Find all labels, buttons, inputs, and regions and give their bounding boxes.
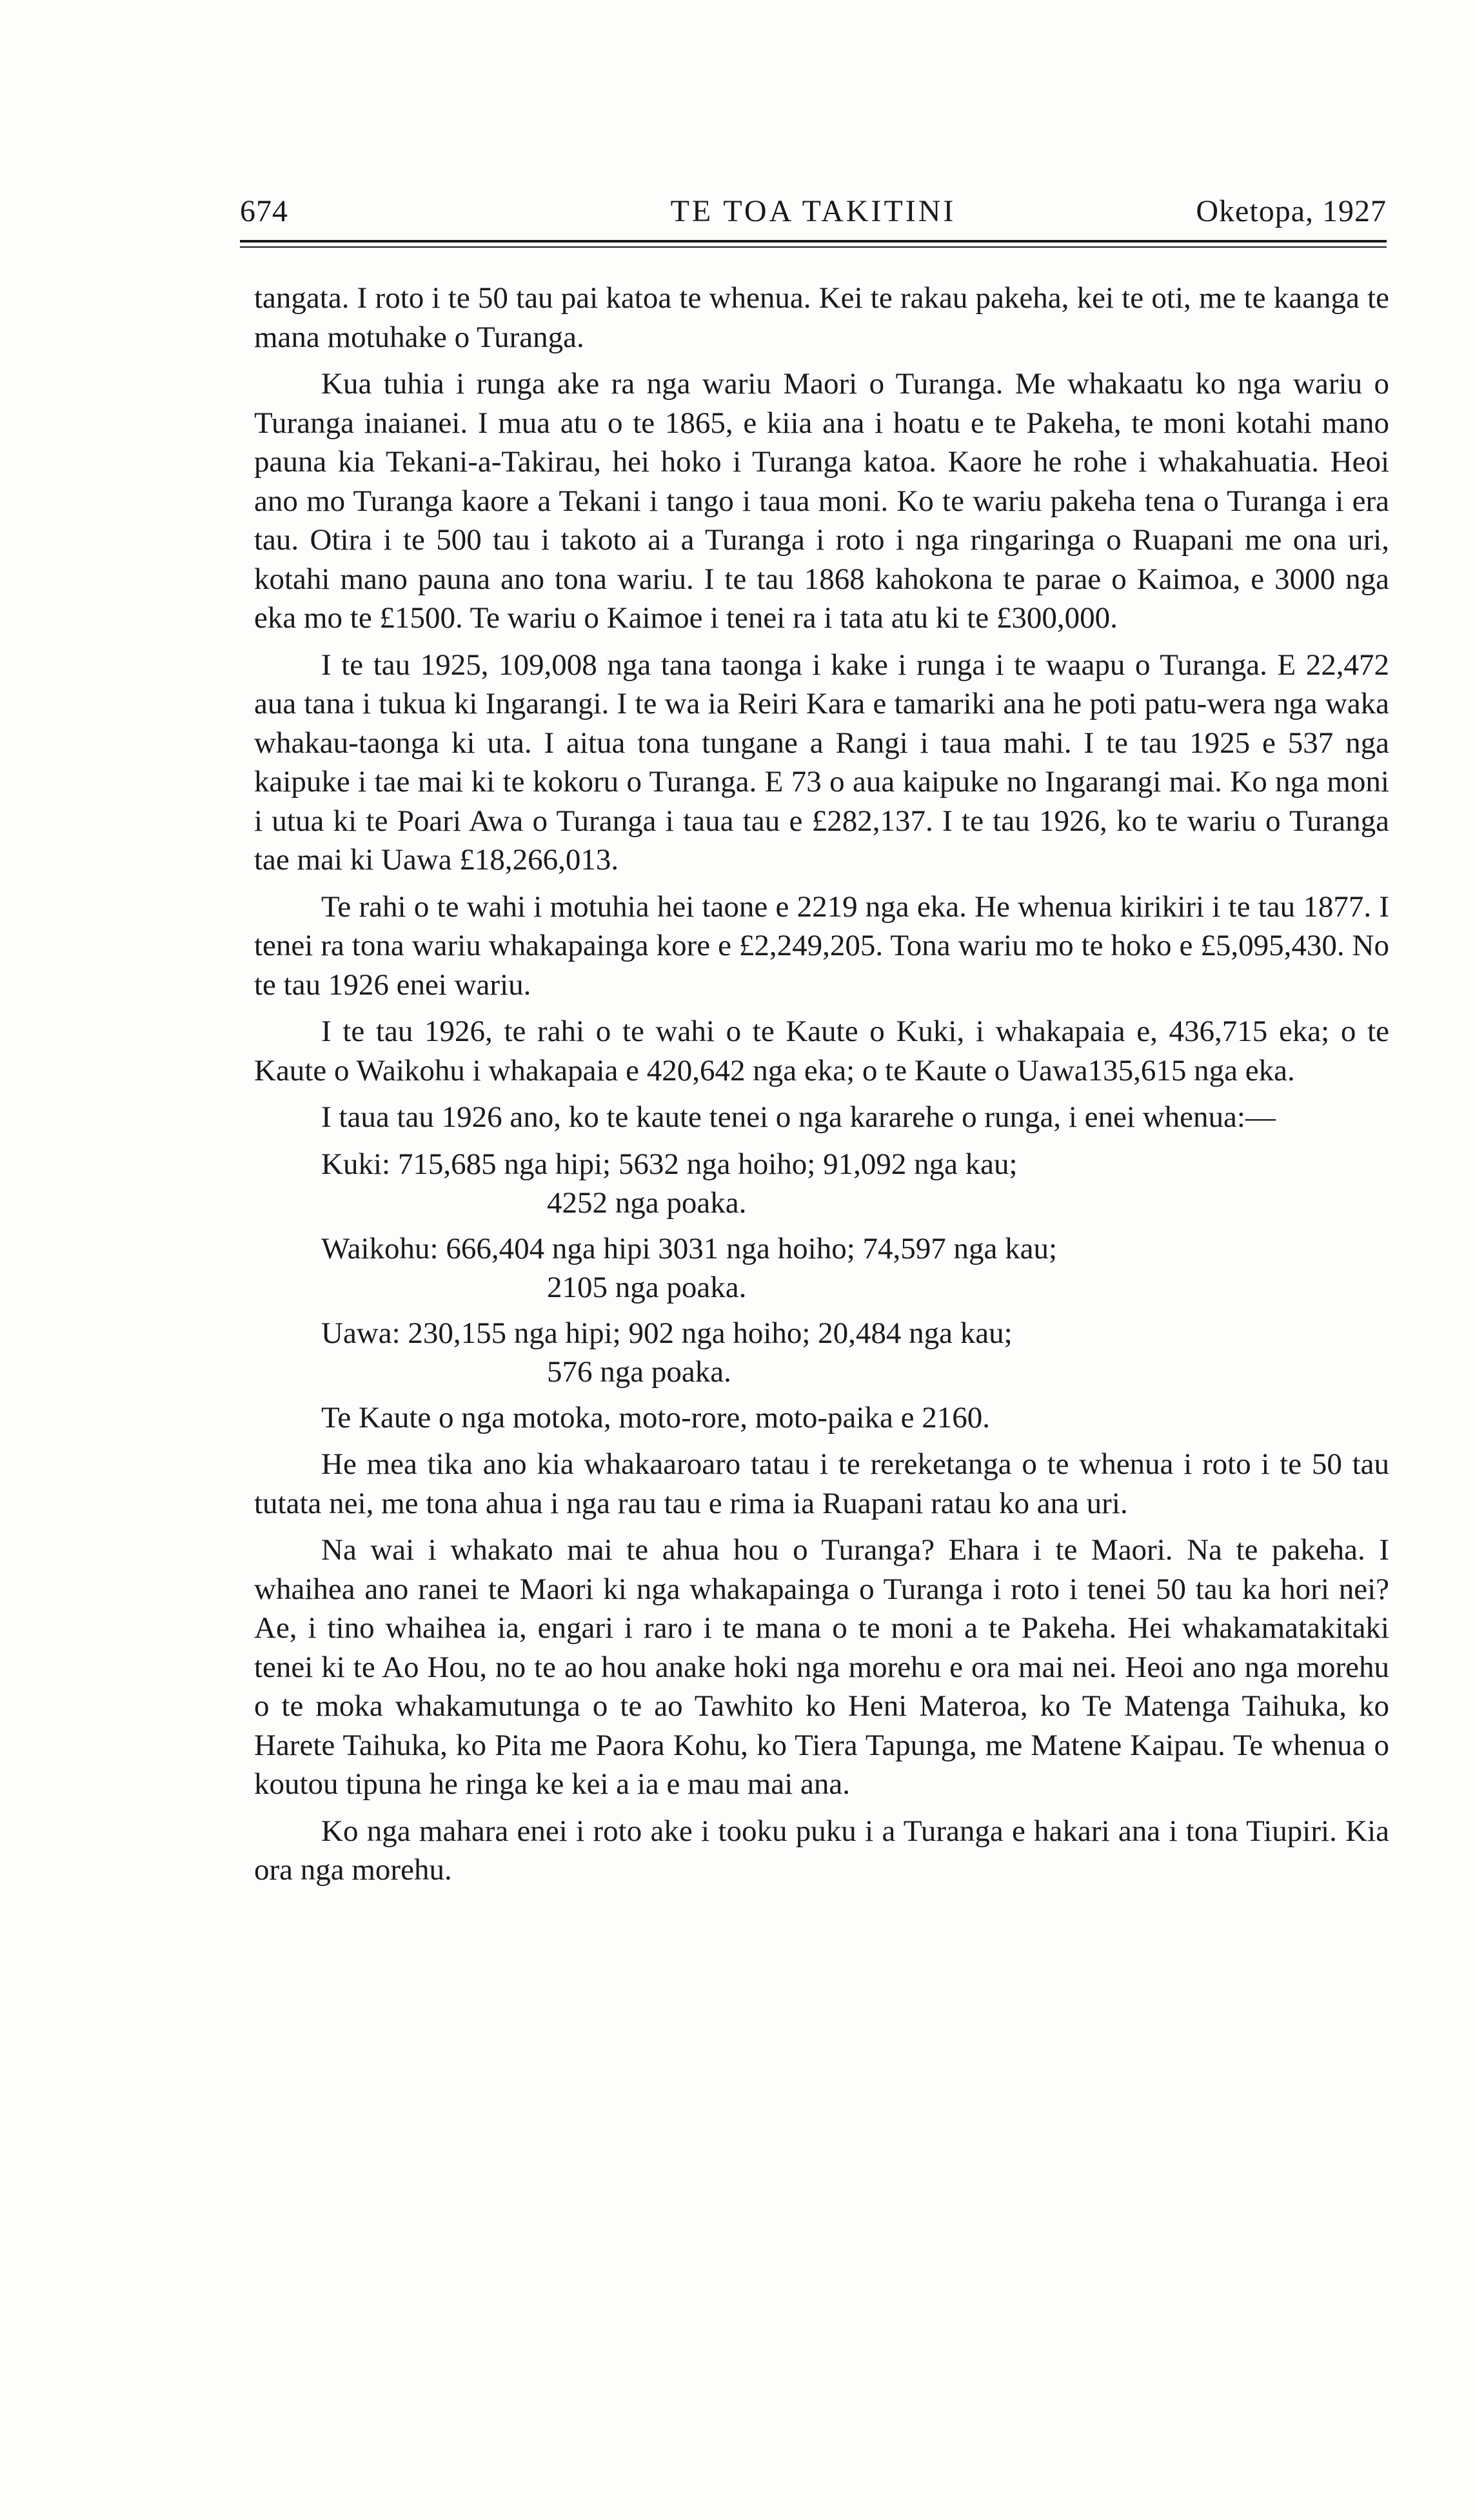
- running-header: [240, 193, 1387, 239]
- header-rule-thick: [240, 240, 1387, 243]
- paragraph: tangata. I roto i te 50 tau pai katoa te whenua. Kei te rakau pakeha, kei te oti, me te kaanga te mana motuhake o Turanga.: [254, 281, 1389, 354]
- county-name: Waikohu:: [321, 1231, 439, 1265]
- journal-title: TE TOA TAKITINI: [670, 194, 956, 228]
- county-name: Kuki:: [321, 1147, 391, 1181]
- paragraph: Ko nga mahara enei i roto ake i tooku puku i a Turanga e hakari ana i tona Tiupiri. Kia ora nga morehu.: [254, 1814, 1389, 1887]
- livestock-counts-cont: 576 nga poaka.: [547, 1355, 731, 1389]
- livestock-entry: [321, 1229, 1389, 1307]
- county-name: Uawa:: [321, 1316, 401, 1350]
- issue-date: Oketopa, 1927: [1196, 194, 1387, 228]
- paragraph: Na wai i whakato mai te ahua hou o Turanga? Ehara i te Maori. Na te pakeha. I whaihea ano ranei te Maori ki nga whakapainga o Turanga i roto i tenei 50 tau ka hori nei? Ae, i tino whaihea ia, engari i raro i te mana o te moni a te Pakeha. Hei whakamatakitaki tenei ki te Ao Hou, no te ao hou anake hoki nga morehu e ora mai nei. Heoi ano nga morehu o te moka whakamutunga o te ao Tawhito ko Heni Materoa, ko Te Matenga Taihuka, ko Harete Taihuka, ko Pita me Paora Kohu, ko Tiera Tapunga, me Matene Kaipau. Te whenua o koutou tipuna he ringa ke kei a ia e mau mai ana.: [254, 1533, 1389, 1801]
- livestock-list: [321, 1145, 1389, 1392]
- paragraph: I taua tau 1926 ano, ko te kaute tenei o nga kararehe o runga, i enei whenua:—: [321, 1100, 1276, 1134]
- paragraph: Kua tuhia i runga ake ra nga wariu Maori o Turanga. Me whakaatu ko nga wariu o Turanga inaianei. I mua atu o te 1865, e kiia ana i hoatu e te Pakeha, te moni kotahi mano pauna kia Tekani-a-Takirau, hei hoko i Turanga katoa. Kaore he rohe i whakahuatia. Heoi ano mo Turanga kaore a Tekani i tango i taua moni. Ko te wariu pakeha tena o Turanga i era tau. Otira i te 500 tau i takoto ai a Turanga i roto i nga ringaringa o Ruapani me ona uri, kotahi mano pauna ano tona wariu. I te tau 1868 kahokona te parae o Kaimoa, e 3000 nga eka mo te £1500. Te wariu o Kaimoe i tenei ra i tata atu ki te £300,000.: [254, 367, 1389, 635]
- livestock-entry: [321, 1145, 1389, 1223]
- paragraph: I te tau 1926, te rahi o te wahi o te Kaute o Kuki, i whakapaia e, 436,715 eka; o te Kaute o Waikohu i whakapaia e 420,642 nga eka; o te Kaute o Uawa135,615 nga eka.: [254, 1015, 1389, 1087]
- livestock-counts-cont: 4252 nga poaka.: [547, 1186, 747, 1220]
- page-number: 674: [240, 194, 288, 228]
- livestock-counts: 666,404 nga hipi 3031 nga hoiho; 74,597 nga kau;: [446, 1231, 1058, 1265]
- livestock-counts: 230,155 nga hipi; 902 nga hoiho; 20,484 nga kau;: [408, 1316, 1013, 1350]
- livestock-counts-cont: 2105 nga poaka.: [547, 1271, 747, 1304]
- article-body: [254, 279, 1389, 1898]
- paragraph: Te rahi o te wahi i motuhia hei taone e 2219 nga eka. He whenua kirikiri i te tau 1877. I tenei ra tona wariu whakapainga kore e £2,249,205. Tona wariu mo te hoko e £5,095,430. No te tau 1926 enei wariu.: [254, 889, 1389, 1002]
- livestock-entry: [321, 1314, 1389, 1392]
- paragraph: He mea tika ano kia whakaaroaro tatau i te rereketanga o te whenua i roto i te 50 tau tutata nei, me tona ahua i nga rau tau e rima ia Ruapani ratau ko ana uri.: [254, 1447, 1389, 1520]
- vehicle-count: Te Kaute o nga motoka, moto-rore, moto-paika e 2160.: [321, 1400, 990, 1434]
- livestock-counts: 715,685 nga hipi; 5632 nga hoiho; 91,092 nga kau;: [397, 1147, 1018, 1181]
- header-rule-thin: [240, 246, 1387, 248]
- paragraph: I te tau 1925, 109,008 nga tana taonga i kake i runga i te waapu o Turanga. E 22,472 aua tana i tukua ki Ingarangi. I te wa ia Reiri Kara e tamariki ana he poti patu-wera nga waka whakau-taonga ki uta. I aitua tona tungane a Rangi i taua mahi. I te tau 1925 e 537 nga kaipuke i tae mai ki te kokoru o Turanga. E 73 o aua kaipuke no Ingarangi mai. Ko nga moni i utua ki te Poari Awa o Turanga i taua tau e £282,137. I te tau 1926, ko te wariu o Turanga tae mai ki Uawa £18,266,013.: [254, 648, 1389, 877]
